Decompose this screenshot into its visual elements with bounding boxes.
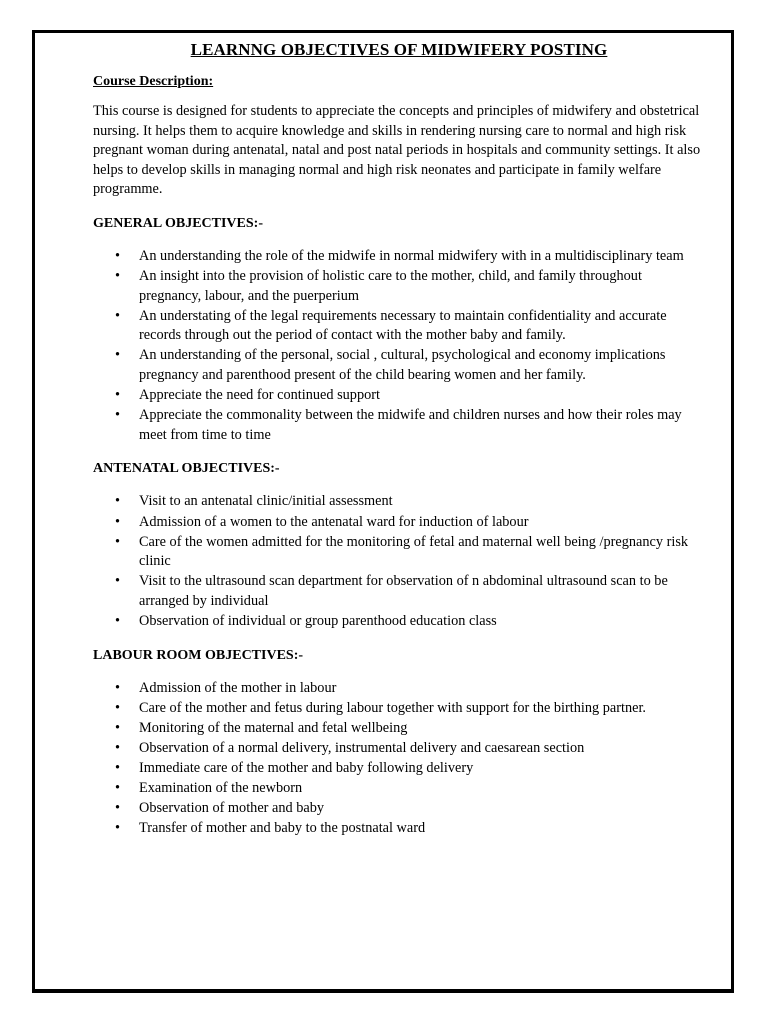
bullet-icon: • — [115, 268, 121, 285]
document-body — [93, 40, 705, 855]
bullet-icon: • — [115, 739, 121, 756]
course-description-text: This course is designed for students to appreciate the concepts and principles of midwifery and obstetrical nursing. It helps them to acquire knowledge and skills in rendering nursing care to normal and high risk pregnant woman during antenatal, natal and post natal periods in hospitals and community settings. It also helps to develop skills in managing normal and high risk neonates and participate in family welfare programme. — [93, 103, 701, 198]
page-border-bottom-line — [32, 992, 734, 993]
list-item-text: Visit to an antenatal clinic/initial assessment — [139, 493, 393, 510]
labour-room-objectives-list — [93, 679, 705, 839]
list-item — [93, 779, 705, 799]
list-item — [93, 267, 705, 306]
list-item — [93, 679, 705, 699]
list-item-text: Admission of the mother in labour — [139, 679, 337, 696]
bullet-icon: • — [115, 493, 121, 510]
list-item — [93, 513, 705, 533]
list-item — [93, 739, 705, 759]
list-item — [93, 699, 705, 719]
list-item — [93, 612, 705, 632]
general-objectives-heading: GENERAL OBJECTIVES:- — [93, 215, 263, 231]
labour-room-objectives-heading: LABOUR ROOM OBJECTIVES:- — [93, 647, 304, 663]
list-item — [93, 386, 705, 406]
general-objectives-list — [93, 247, 705, 445]
list-item-text: Care of the mother and fetus during labour together with support for the birthing partner. — [139, 699, 647, 716]
bullet-icon: • — [115, 759, 121, 776]
bullet-icon: • — [115, 612, 121, 629]
list-item — [93, 759, 705, 779]
list-item — [93, 307, 705, 346]
list-item — [93, 533, 705, 572]
list-item — [93, 406, 705, 445]
list-item — [93, 719, 705, 739]
bullet-icon: • — [115, 307, 121, 324]
list-item-text: Examination of the newborn — [139, 780, 303, 797]
bullet-icon: • — [115, 780, 121, 797]
bullet-icon: • — [115, 247, 121, 264]
bullet-icon: • — [115, 699, 121, 716]
list-item-text: Care of the women admitted for the monitoring of fetal and maternal well being /pregnancy risk clinic — [139, 533, 689, 570]
list-item — [93, 799, 705, 819]
list-item-text: An insight into the provision of holistic care to the mother, child, and family throughout pregnancy, labour, and the puerperium — [139, 268, 642, 304]
course-description-label: Course Description: — [93, 74, 214, 89]
list-item-text: Appreciate the commonality between the midwife and children nurses and how their roles may meet from time to time — [139, 407, 682, 443]
list-item-text: An understating of the legal requirements necessary to maintain confidentiality and accurate records through out the period of contact with the mother baby and family. — [139, 307, 667, 344]
bullet-icon: • — [115, 533, 121, 550]
list-item — [93, 492, 705, 512]
bullet-icon: • — [115, 387, 121, 404]
list-item — [93, 346, 705, 385]
list-item — [93, 819, 705, 839]
list-item-text: Appreciate the need for continued support — [139, 387, 380, 404]
list-item-text: Immediate care of the mother and baby following delivery — [139, 759, 474, 776]
bullet-icon: • — [115, 407, 121, 424]
list-item-text: Observation of mother and baby — [139, 800, 325, 817]
list-item-text: An understanding the role of the midwife in normal midwifery with in a multidisciplinary team — [139, 247, 684, 264]
list-item-text: Observation of individual or group parenthood education class — [139, 612, 497, 629]
bullet-icon: • — [115, 513, 121, 530]
list-item-text: An understanding of the personal, social , cultural, psychological and economy implications pregnancy and parenthood present of the child bearing women and her family. — [139, 347, 666, 384]
bullet-icon: • — [115, 679, 121, 696]
list-item-text: Observation of a normal delivery, instrumental delivery and caesarean section — [139, 739, 585, 756]
document-title: LEARNNG OBJECTIVES OF MIDWIFERY POSTING — [190, 40, 608, 59]
bullet-icon: • — [115, 820, 121, 837]
bullet-icon: • — [115, 347, 121, 364]
bullet-icon: • — [115, 573, 121, 590]
list-item-text: Monitoring of the maternal and fetal wellbeing — [139, 719, 408, 736]
list-item-text: Visit to the ultrasound scan department for observation of n abdominal ultrasound scan to be arranged by individual — [139, 573, 668, 609]
bullet-icon: • — [115, 800, 121, 817]
bullet-icon: • — [115, 719, 121, 736]
list-item-text: Admission of a women to the antenatal ward for induction of labour — [139, 513, 529, 530]
list-item-text: Transfer of mother and baby to the postnatal ward — [139, 820, 426, 837]
antenatal-objectives-list — [93, 492, 705, 631]
list-item — [93, 247, 705, 267]
antenatal-objectives-heading: ANTENATAL OBJECTIVES:- — [93, 461, 280, 477]
list-item — [93, 572, 705, 611]
